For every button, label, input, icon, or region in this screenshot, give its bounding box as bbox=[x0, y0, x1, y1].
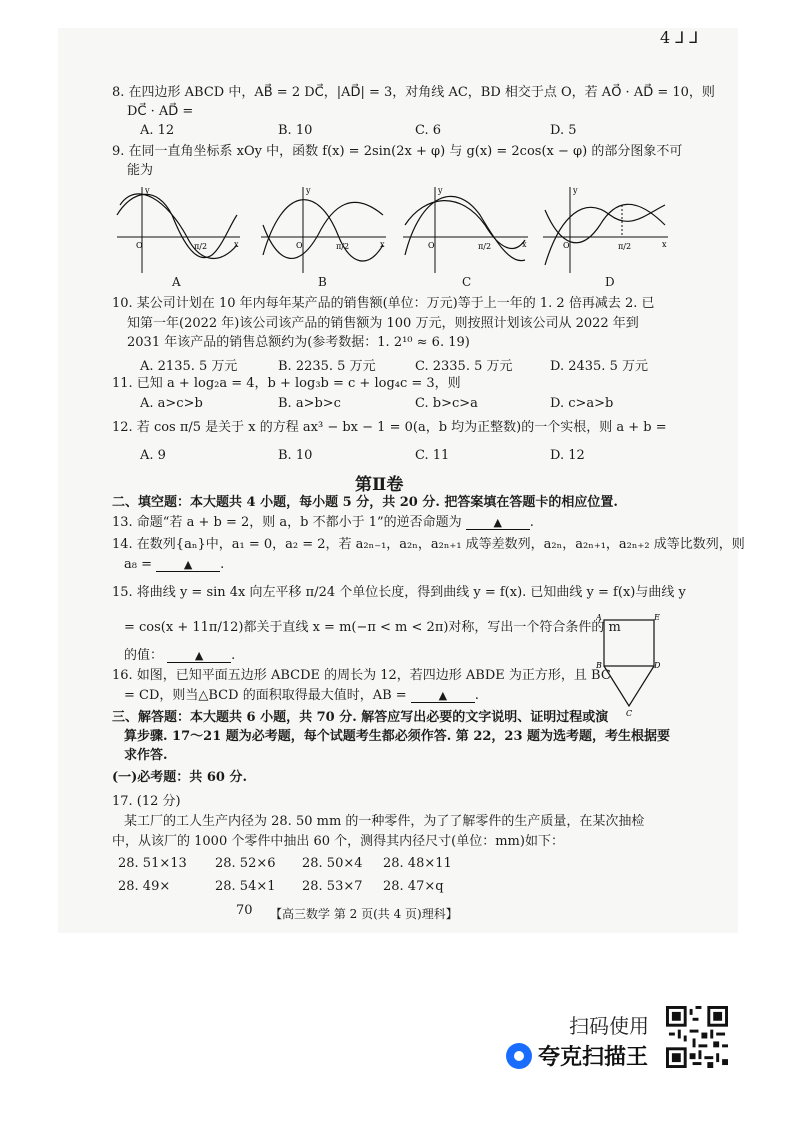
required-header: (一)必考题：共 60 分. bbox=[112, 770, 247, 785]
graph-a-tick: π/2 bbox=[194, 242, 208, 251]
q17-row2-c2: 28. 54×1 bbox=[215, 879, 276, 894]
solve-header-line3: 求作答. bbox=[124, 748, 168, 763]
q8-line1: 8. 在四边形 ABCD 中，AB⃗ = 2 DC⃗，|AD⃗| = 3，对角线 AC，BD 相交于点 O，若 AO⃗ · AD⃗ = 10，则 bbox=[112, 85, 715, 100]
fig-label-c: C bbox=[626, 709, 633, 718]
brand-logo bbox=[506, 1040, 648, 1071]
q8-option-b: B. 10 bbox=[278, 123, 313, 138]
graph-b-origin: O bbox=[296, 241, 303, 250]
q11-line1: 11. 已知 a + log₂a = 4，b + log₃b = c + log₄c = 3，则 bbox=[112, 376, 461, 391]
graph-c-tick: π/2 bbox=[478, 242, 492, 251]
q17-row1-c4: 28. 48×11 bbox=[383, 856, 452, 871]
graph-b-tick: π/2 bbox=[336, 242, 350, 251]
graph-b-x: x bbox=[380, 240, 385, 249]
q14-line2: a₈ = ▲ . bbox=[124, 557, 225, 572]
q11-option-a: A. a>c>b bbox=[140, 396, 203, 411]
footer-note: 70 bbox=[236, 903, 253, 918]
q17-row2-c3: 28. 53×7 bbox=[302, 879, 363, 894]
graph-d-label: D bbox=[605, 275, 615, 289]
q17-line2: 中，从该厂的 1000 个零件中抽出 60 个，测得其内径尺寸(单位：mm)如下： bbox=[112, 834, 564, 849]
graph-d-y: y bbox=[573, 186, 578, 195]
graph-a bbox=[112, 185, 242, 275]
section-2-title: 第Ⅱ卷 bbox=[355, 475, 404, 495]
q8-option-a: A. 12 bbox=[140, 123, 175, 138]
pentagon-figure bbox=[596, 612, 662, 720]
graph-a-origin: O bbox=[136, 241, 143, 250]
q17-row1-c1: 28. 51×13 bbox=[118, 856, 187, 871]
graph-c-x: x bbox=[522, 240, 527, 249]
graph-d-origin: O bbox=[563, 241, 570, 250]
graph-d bbox=[540, 185, 670, 275]
graph-b-label: B bbox=[318, 275, 327, 289]
q16-prefix: = CD，则当△BCD 的面积取得最大值时，AB = bbox=[124, 688, 407, 703]
q17-row2-c1: 28. 49× bbox=[118, 879, 171, 894]
q9-line1: 9. 在同一直角坐标系 xOy 中，函数 f(x) = 2sin(2x + φ) 与 g(x) = 2cos(x − φ) 的部分图象不可 bbox=[112, 144, 683, 159]
q9-line2: 能为 bbox=[127, 163, 154, 178]
q10-line1: 10. 某公司计划在 10 年内每年某产品的销售额(单位：万元)等于上一年的 1. 2 倍再减去 2. 已 bbox=[112, 296, 655, 311]
q10-option-b: B. 2235. 5 万元 bbox=[278, 359, 376, 374]
q12-option-a: A. 9 bbox=[140, 448, 166, 463]
page-footer: 【高三数学 第 2 页(共 4 页)理科】 bbox=[270, 907, 458, 921]
q14-prefix: a₈ = bbox=[124, 557, 152, 572]
q10-line3: 2031 年该产品的销售总额约为(参考数据：1. 2¹⁰ ≈ 6. 19) bbox=[127, 335, 470, 350]
corner-mark: 4 ⅃ ⅃ bbox=[660, 28, 699, 47]
graph-c bbox=[400, 185, 530, 275]
graph-c-y: y bbox=[438, 186, 443, 195]
q14-blank: ▲ bbox=[156, 558, 220, 572]
q16-line2: = CD，则当△BCD 的面积取得最大值时，AB = ▲ . bbox=[124, 688, 479, 703]
q11-option-b: B. a>b>c bbox=[278, 396, 341, 411]
graph-b bbox=[258, 185, 388, 275]
graph-a-y: y bbox=[145, 186, 150, 195]
q14-line1: 14. 在数列{aₙ}中，a₁ = 0，a₂ = 2，若 a₂ₙ₋₁，a₂ₙ，a₂ₙ₊₁ 成等差数列，a₂ₙ，a₂ₙ₊₁，a₂ₙ₊₂ 成等比数列，则 bbox=[112, 537, 745, 552]
qr-code-icon[interactable] bbox=[666, 1006, 728, 1068]
solve-header-line1: 三、解答题：本大题共 6 小题，共 70 分. 解答应写出必要的文字说明、证明过程或演 bbox=[112, 710, 609, 725]
graph-a-x: x bbox=[234, 240, 239, 249]
q10-option-d: D. 2435. 5 万元 bbox=[550, 359, 648, 374]
q8-option-d: D. 5 bbox=[550, 123, 577, 138]
q10-option-a: A. 2135. 5 万元 bbox=[140, 359, 238, 374]
q12-option-b: B. 10 bbox=[278, 448, 313, 463]
q8-line2: DC⃗ · AD⃗ = bbox=[127, 104, 194, 119]
graph-c-origin: O bbox=[428, 241, 435, 250]
q15-blank: ▲ bbox=[167, 649, 231, 663]
fill-header: 二、填空题：本大题共 4 小题，每小题 5 分，共 20 分. 把答案填在答题卡的相应位置. bbox=[112, 495, 618, 510]
q13-blank: ▲ bbox=[466, 516, 530, 530]
q16-line1: 16. 如图，已知平面五边形 ABCDE 的周长为 12，若四边形 ABDE 为正方形，且 BC bbox=[112, 668, 611, 683]
q15-prefix: 的值： bbox=[124, 648, 164, 663]
q15-line3: 的值： ▲ . bbox=[124, 648, 236, 663]
q11-option-c: C. b>c>a bbox=[415, 396, 478, 411]
graph-b-y: y bbox=[306, 186, 311, 195]
quark-logo-icon bbox=[506, 1043, 532, 1069]
graph-a-label: A bbox=[172, 275, 181, 289]
q12-option-c: C. 11 bbox=[415, 448, 450, 463]
q15-line1: 15. 将曲线 y = sin 4x 向左平移 π/24 个单位长度，得到曲线 y = f(x). 已知曲线 y = f(x)与曲线 y bbox=[112, 585, 686, 600]
brand-name: 夸克扫描王 bbox=[538, 1045, 649, 1070]
q10-option-c: C. 2335. 5 万元 bbox=[415, 359, 513, 374]
fig-label-d: D bbox=[654, 661, 661, 670]
q13-text: 13. 命题“若 a + b = 2，则 a，b 不都小于 1”的逆否命题为 bbox=[112, 515, 462, 530]
q15-line2: = cos(x + 11π/12)都关于直线 x = m(−π < m < 2π)对称，写出一个符合条件的 m bbox=[124, 620, 621, 635]
graph-d-tick: π/2 bbox=[618, 242, 632, 251]
q17-row1-c3: 28. 50×4 bbox=[302, 856, 363, 871]
q13-line: 13. 命题“若 a + b = 2，则 a，b 不都小于 1”的逆否命题为 ▲ . bbox=[112, 515, 534, 530]
q16-blank: ▲ bbox=[411, 689, 475, 703]
fig-label-e: E bbox=[654, 613, 660, 622]
scan-to-use-label: 扫码使用 bbox=[569, 1014, 649, 1038]
q12-line1: 12. 若 cos π/5 是关于 x 的方程 ax³ − bx − 1 = 0(a，b 均为正整数)的一个实根，则 a + b = bbox=[112, 420, 667, 435]
graph-d-x: x bbox=[662, 240, 667, 249]
fig-label-b: B bbox=[596, 661, 602, 670]
q11-option-d: D. c>a>b bbox=[550, 396, 614, 411]
q17-row1-c2: 28. 52×6 bbox=[215, 856, 276, 871]
fig-label-a: A bbox=[596, 613, 602, 622]
solve-header-line2: 算步骤. 17～21 题为必考题，每个试题考生都必须作答. 第 22，23 题为选考题，考生根据要 bbox=[124, 729, 671, 744]
q17-head: 17. (12 分) bbox=[112, 794, 181, 809]
q17-line1: 某工厂的工人生产内径为 28. 50 mm 的一种零件，为了了解零件的生产质量，在某次抽检 bbox=[124, 814, 645, 829]
q8-option-c: C. 6 bbox=[415, 123, 442, 138]
graph-c-label: C bbox=[462, 275, 472, 289]
q10-line2: 知第一年(2022 年)该公司该产品的销售额为 100 万元，则按照计划该公司从 2022 年到 bbox=[127, 316, 639, 331]
q17-row2-c4: 28. 47×q bbox=[383, 879, 444, 894]
q12-option-d: D. 12 bbox=[550, 448, 585, 463]
